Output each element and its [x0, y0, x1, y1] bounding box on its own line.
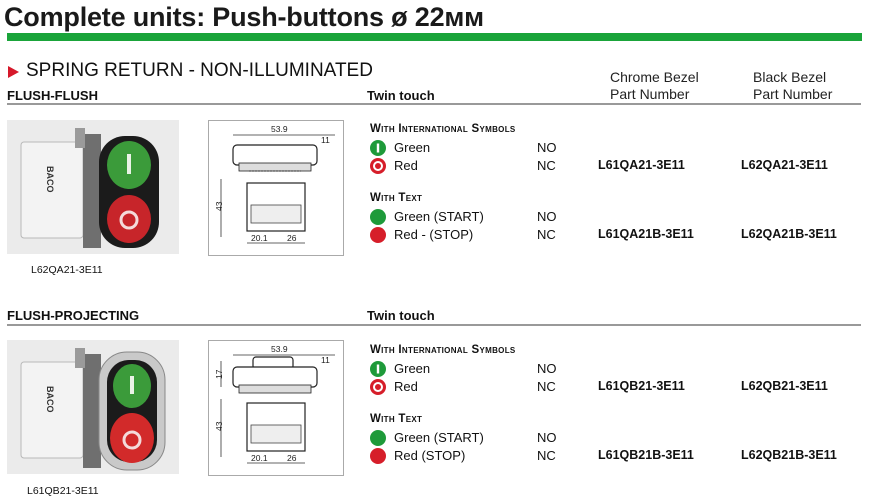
group-type-label: Twin touch — [367, 308, 435, 323]
product-photo-flush-flush — [7, 120, 179, 254]
title-underline-bar — [7, 33, 862, 41]
green-symbol-i-icon — [370, 361, 386, 377]
group-divider — [7, 103, 861, 105]
dim-bottom-left: 20.1 — [251, 453, 268, 463]
red-dot-icon — [370, 227, 386, 243]
green-dot-icon — [370, 430, 386, 446]
dim-top: 11 — [321, 135, 330, 145]
chrome-header-line2: Part Number — [610, 86, 690, 102]
pushbutton-photo-image — [7, 340, 179, 474]
black-header-line2: Part Number — [753, 86, 833, 102]
section-arrow-icon — [8, 66, 19, 78]
pushbutton-photo-image — [7, 120, 179, 254]
group-name-flush-projecting: FLUSH-PROJECTING — [7, 308, 140, 323]
dim-width: 53.9 — [271, 344, 288, 354]
group-name-flush-flush: FLUSH-FLUSH — [7, 88, 98, 103]
dim-height: 43 — [214, 201, 224, 211]
contact-type: NO — [537, 140, 557, 155]
option-label: Green — [394, 361, 431, 376]
option-label: Red - (STOP) — [394, 227, 474, 242]
with-text-heading: With Text — [370, 192, 423, 204]
photo-brand-label: BACO — [45, 386, 55, 413]
group-divider — [7, 324, 861, 326]
dimension-drawing-svg — [209, 341, 343, 475]
contact-type: NO — [537, 430, 557, 445]
dim-bottom-right: 26 — [287, 453, 297, 463]
green-dot-icon — [370, 209, 386, 225]
chrome-bezel-header — [610, 69, 699, 103]
black-header-line1: Black Bezel — [753, 69, 827, 85]
photo-brand-label: BACO — [45, 166, 55, 193]
group-type-label: Twin touch — [367, 88, 435, 103]
dim-bottom-right: 26 — [287, 233, 297, 243]
red-symbol-o-icon — [370, 379, 386, 395]
chrome-part-number: L61QB21-3E11 — [598, 379, 685, 393]
page-title: Complete units: Push-buttons ø 22мм — [4, 2, 484, 32]
chrome-part-number: L61QA21-3E11 — [598, 158, 685, 172]
contact-type: NO — [537, 209, 557, 224]
photo-caption: L61QB21-3E11 — [27, 485, 99, 497]
option-label: Green (START) — [394, 430, 484, 445]
black-part-number: L62QA21B-3E11 — [741, 227, 837, 241]
intl-symbols-heading: With International Symbols — [370, 344, 516, 356]
green-symbol-i-icon — [370, 140, 386, 156]
chrome-part-number: L61QA21B-3E11 — [598, 227, 694, 241]
product-photo-flush-projecting — [7, 340, 179, 474]
dim-left-top: 17 — [214, 369, 224, 379]
contact-type: NC — [537, 448, 556, 463]
option-label: Green (START) — [394, 209, 484, 224]
option-label: Red — [394, 158, 418, 173]
dimension-drawing-flush-projecting — [208, 340, 344, 476]
section-title: SPRING RETURN - NON-ILLUMINATED — [26, 60, 373, 81]
dim-top: 11 — [321, 355, 330, 365]
option-label: Red (STOP) — [394, 448, 466, 463]
dim-bottom-left: 20.1 — [251, 233, 268, 243]
with-text-heading: With Text — [370, 413, 423, 425]
black-part-number: L62QB21B-3E11 — [741, 448, 837, 462]
red-dot-icon — [370, 448, 386, 464]
dim-width: 53.9 — [271, 124, 288, 134]
intl-symbols-heading: With International Symbols — [370, 123, 516, 135]
black-part-number: L62QB21-3E11 — [741, 379, 828, 393]
dimension-drawing-flush-flush — [208, 120, 344, 256]
contact-type: NC — [537, 158, 556, 173]
contact-type: NO — [537, 361, 557, 376]
option-label: Red — [394, 379, 418, 394]
black-part-number: L62QA21-3E11 — [741, 158, 828, 172]
photo-caption: L62QA21-3E11 — [31, 264, 103, 276]
dimension-drawing-svg — [209, 121, 343, 255]
dim-height: 43 — [214, 421, 224, 431]
contact-type: NC — [537, 227, 556, 242]
chrome-part-number: L61QB21B-3E11 — [598, 448, 694, 462]
black-bezel-header — [753, 69, 832, 103]
option-label: Green — [394, 140, 431, 155]
chrome-header-line1: Chrome Bezel — [610, 69, 699, 85]
red-symbol-o-icon — [370, 158, 386, 174]
contact-type: NC — [537, 379, 556, 394]
